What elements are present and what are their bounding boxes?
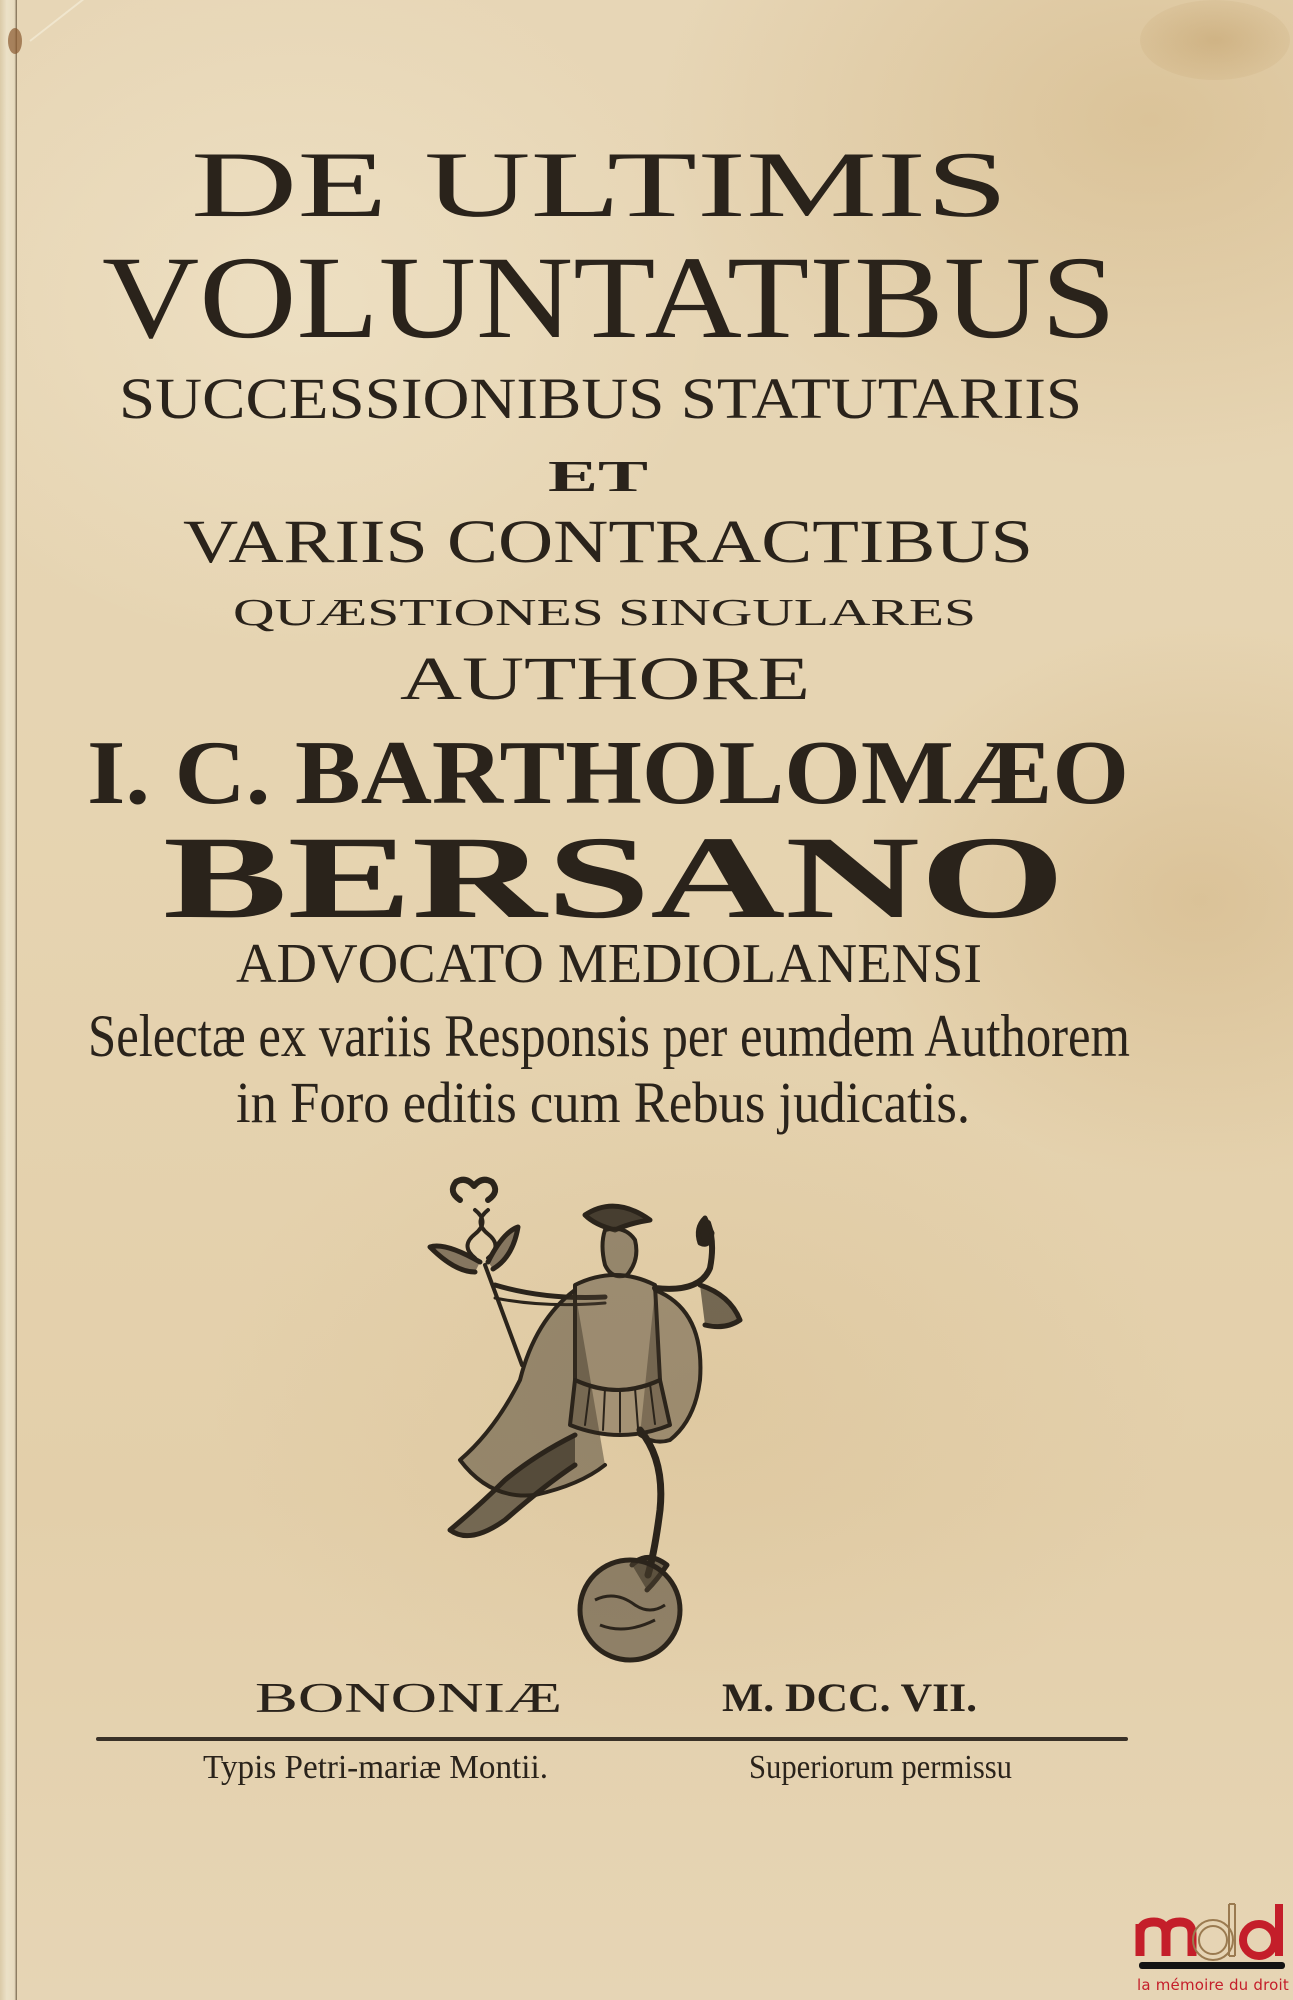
imprint-year <box>722 1675 977 1720</box>
title-text: ET <box>548 452 648 501</box>
logo-tagline: la mémoire du droit <box>1137 1976 1289 1994</box>
title-line-voluntatibus <box>102 232 1116 363</box>
place-text: BONONIÆ <box>255 1676 562 1722</box>
title-text: VARIIS CONTRACTIBUS <box>183 509 1033 576</box>
paper-stain <box>1140 0 1290 80</box>
author-intro-text: AUTHORE <box>400 646 810 713</box>
imprint-printer <box>203 1751 548 1785</box>
logo-underline-bar <box>1139 1962 1285 1969</box>
author-surname-text: BERSANO <box>163 812 1065 943</box>
title-text: DE ULTIMIS <box>191 133 1008 237</box>
printer-text: Typis Petri-mariæ Montii. <box>203 1749 548 1786</box>
permission-text: Superiorum permissu <box>749 1749 1012 1786</box>
subtitle-line-1 <box>88 1003 1130 1069</box>
author-intro <box>400 646 810 713</box>
subtitle-line-2 <box>236 1070 970 1135</box>
title-line-quaestiones <box>233 594 976 632</box>
imprint-permission <box>749 1751 1012 1785</box>
title-line-et <box>548 452 648 501</box>
author-name-line-1 <box>87 722 1129 823</box>
paper-stain <box>8 28 22 54</box>
author-name-text: I. C. BARTHOLOMÆO <box>87 722 1129 823</box>
subtitle-text: in Foro editis cum Rebus judicatis. <box>236 1070 970 1135</box>
author-role <box>236 933 982 995</box>
imprint-place <box>255 1678 562 1720</box>
title-line-variis-contractibus <box>183 509 1033 576</box>
author-name-line-2 <box>163 812 1065 943</box>
subtitle-text: Selectæ ex variis Responsis per eumdem Authorem <box>88 1003 1130 1069</box>
title-text: SUCCESSIONIBUS STATUTARIIS <box>119 366 1082 431</box>
paper-crease <box>29 0 204 42</box>
page-gutter-edge <box>0 0 17 2000</box>
title-line-successionibus <box>119 366 1082 431</box>
mercury-woodcut-icon <box>400 1170 780 1670</box>
title-text: VOLUNTATIBUS <box>102 232 1116 363</box>
year-text: M. DCC. VII. <box>722 1675 977 1720</box>
title-line-de-ultimis <box>191 133 1008 237</box>
imprint-divider-rule <box>96 1737 1128 1741</box>
title-text: QUÆSTIONES SINGULARES <box>233 592 976 634</box>
author-role-text: ADVOCATO MEDIOLANENSI <box>236 933 982 995</box>
